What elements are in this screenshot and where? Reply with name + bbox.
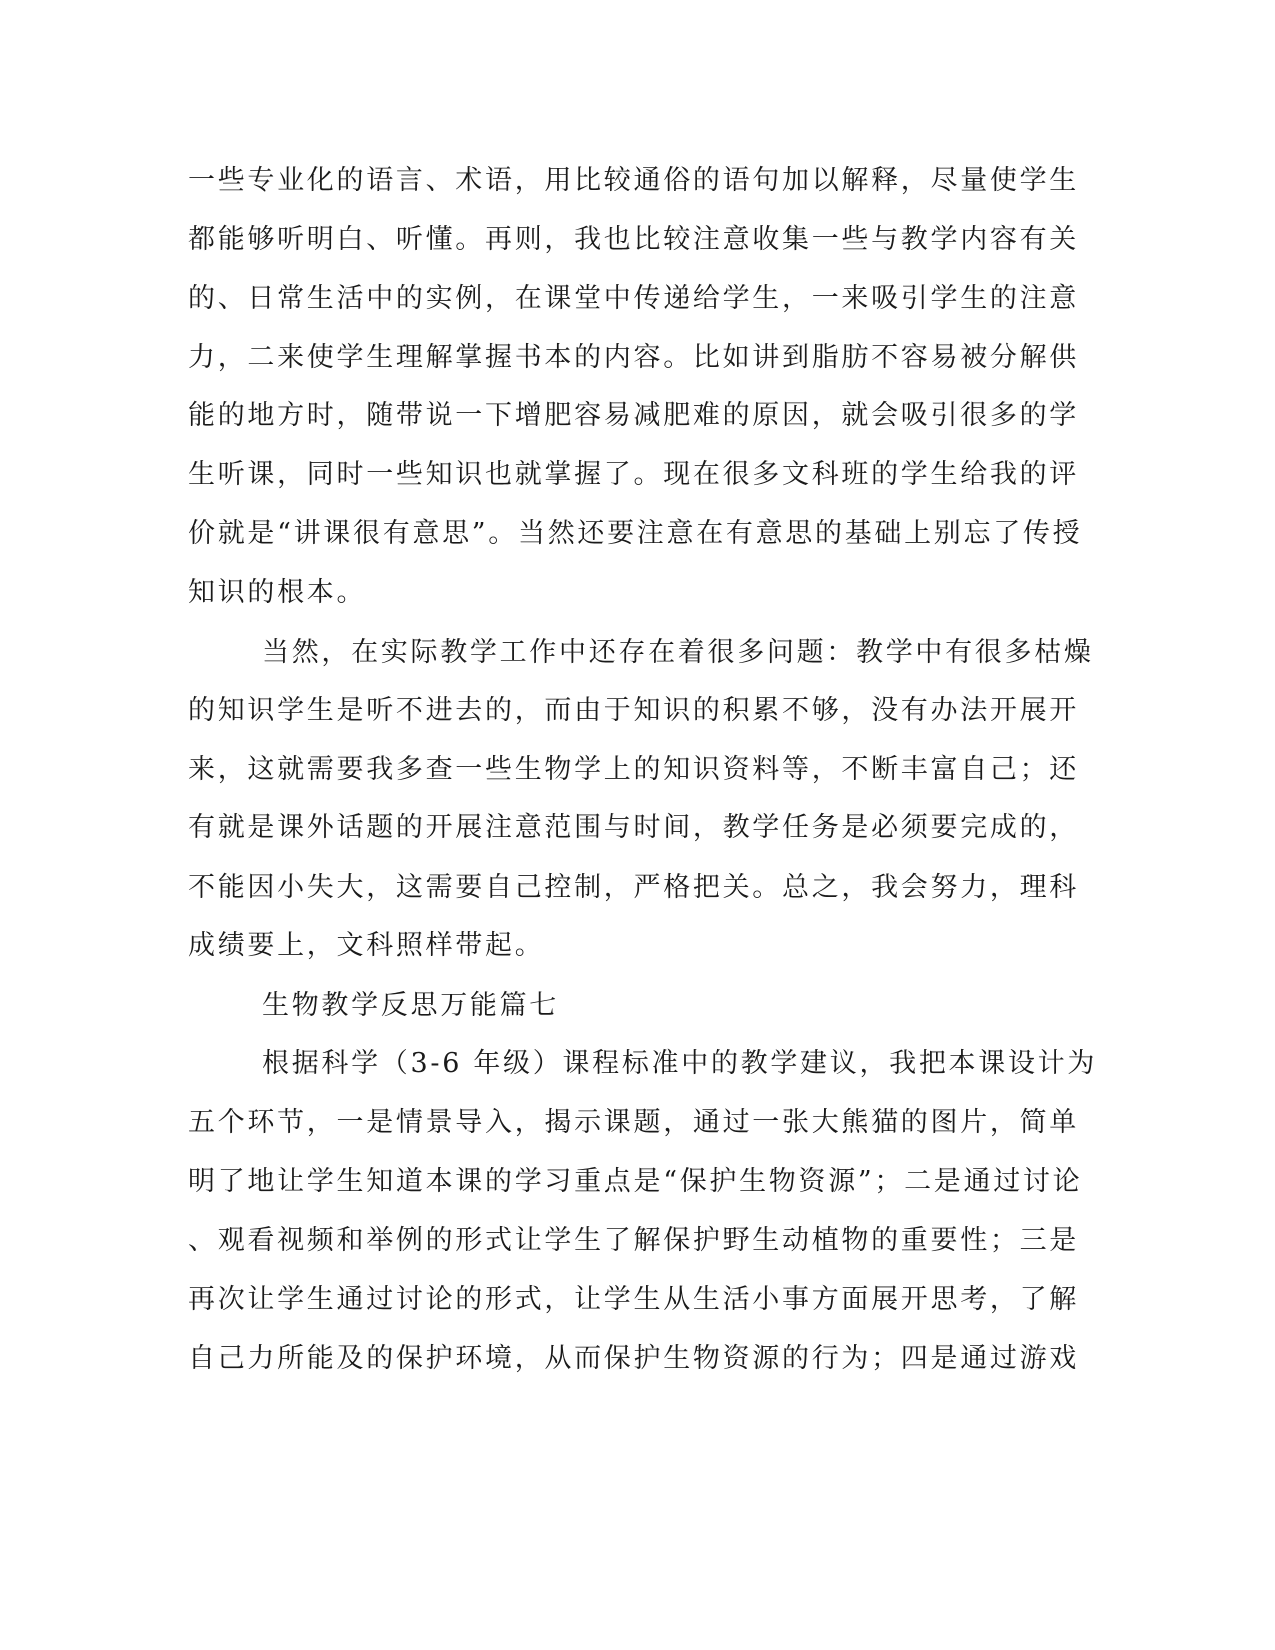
text-line: 再次让学生通过讨论的形式，让学生从生活小事方面展开思考，了解: [188, 1284, 1079, 1315]
paragraph-first-line: 根据科学（3-6 年级）课程标准中的教学建议，我把本课设计为: [262, 1048, 1098, 1079]
text-line: 知识的根本。: [188, 577, 367, 608]
text-line: 的知识学生是听不进去的，而由于知识的积累不够，没有办法开展开: [188, 695, 1079, 726]
text-line: 自己力所能及的保护环境，从而保护生物资源的行为；四是通过游戏: [188, 1343, 1079, 1374]
text-line: 、观看视频和举例的形式让学生了解保护野生动植物的重要性；三是: [188, 1225, 1079, 1256]
text-line: 不能因小失大，这需要自己控制，严格把关。总之，我会努力，理科: [188, 872, 1079, 903]
text-line: 五个环节，一是情景导入，揭示课题，通过一张大熊猫的图片，简单: [188, 1107, 1079, 1138]
text-line: 明了地让学生知道本课的学习重点是“保护生物资源”；二是通过讨论: [188, 1166, 1083, 1197]
text-line: 都能够听明白、听懂。再则，我也比较注意收集一些与教学内容有关: [188, 224, 1079, 255]
text-line: 价就是“讲课很有意思”。当然还要注意在有意思的基础上别忘了传授: [188, 518, 1083, 549]
text-line: 力，二来使学生理解掌握书本的内容。比如讲到脂肪不容易被分解供: [188, 342, 1079, 373]
text-line: 来，这就需要我多查一些生物学上的知识资料等，不断丰富自己；还: [188, 754, 1079, 785]
text-line: 能的地方时，随带说一下增肥容易减肥难的原因，就会吸引很多的学: [188, 400, 1079, 431]
text-line: 生听课，同时一些知识也就掌握了。现在很多文科班的学生给我的评: [188, 459, 1079, 490]
text-line: 有就是课外话题的开展注意范围与时间，教学任务是必须要完成的，: [188, 812, 1079, 843]
section-heading: 生物教学反思万能篇七: [262, 990, 559, 1021]
text-line: 成绩要上，文科照样带起。: [188, 930, 545, 961]
text-line: 的、日常生活中的实例，在课堂中传递给学生，一来吸引学生的注意: [188, 283, 1079, 314]
paragraph-first-line: 当然，在实际教学工作中还存在着很多问题：教学中有很多枯燥: [262, 637, 1094, 668]
text-line: 一些专业化的语言、术语，用比较通俗的语句加以解释，尽量使学生: [188, 165, 1079, 196]
